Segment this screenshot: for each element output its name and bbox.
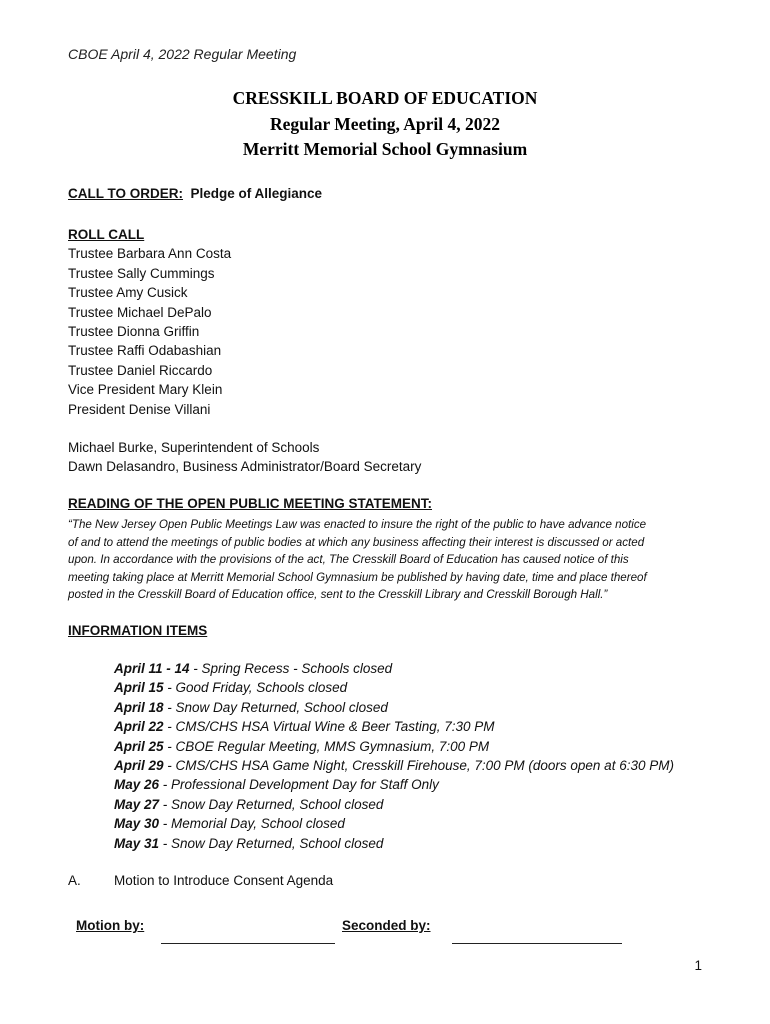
administrator: Dawn Delasandro, Business Administrator/Board Secretary — [68, 459, 422, 475]
title-line-1: CRESSKILL BOARD OF EDUCATION — [232, 88, 538, 108]
item-date: April 25 — [114, 738, 164, 754]
list-item — [114, 795, 674, 814]
item-date: May 27 — [114, 796, 160, 812]
list-item — [114, 698, 674, 717]
information-heading: INFORMATION ITEMS — [68, 623, 208, 638]
opma-line: posted in the Cresskill Board of Education office, sent to the Cresskill Library and Cresskill Borough Hall.” — [68, 588, 608, 602]
page-number: 1 — [694, 958, 702, 973]
roll-call-heading: ROLL CALL — [68, 227, 145, 242]
opma-line: of and to attend the meetings of public bodies at which any business affecting their interest is discussed or acted — [68, 535, 645, 549]
item-text: - Memorial Day, School closed — [159, 816, 345, 832]
item-text: - Professional Development Day for Staff Only — [159, 777, 439, 793]
roll-member: Trustee Barbara Ann Costa — [68, 246, 232, 262]
roll-member: Trustee Daniel Riccardo — [68, 362, 213, 378]
opma-line: “The New Jersey Open Public Meetings Law was enacted to insure the right of the public to have advance notice — [68, 518, 647, 531]
list-item — [114, 717, 674, 736]
item-date: May 26 — [114, 777, 160, 793]
item-date: April 11 - 14 — [114, 661, 190, 676]
opma-line: upon. In accordance with the provisions of the act, The Cresskill Board of Education has caused notice of this — [68, 553, 629, 567]
agenda-letter: A. — [68, 873, 81, 888]
item-date: April 15 — [114, 680, 164, 696]
list-item — [114, 775, 674, 794]
item-text: - Snow Day Returned, School closed — [159, 835, 384, 851]
item-date: April 18 — [114, 699, 164, 715]
item-text: - Snow Day Returned, School closed — [159, 796, 384, 812]
roll-member: Trustee Dionna Griffin — [68, 324, 200, 340]
call-to-order-label: CALL TO ORDER: — [68, 186, 184, 201]
seconded-by-label: Seconded by: — [342, 918, 431, 933]
list-item — [114, 659, 674, 678]
list-item — [114, 814, 674, 833]
title-line-3: Merritt Memorial School Gymnasium — [242, 139, 528, 159]
motion-signature-line — [161, 943, 335, 944]
roll-member: Trustee Sally Cummings — [68, 265, 215, 281]
item-date: April 22 — [114, 719, 164, 735]
agenda-item — [68, 873, 333, 888]
agenda-text: Motion to Introduce Consent Agenda — [114, 873, 334, 888]
list-item — [114, 756, 674, 775]
item-text: - CMS/CHS HSA Virtual Wine & Beer Tasting, 7:30 PM — [163, 719, 495, 735]
roll-call — [68, 225, 231, 419]
list-item — [114, 834, 674, 853]
item-text: - Spring Recess - Schools closed — [189, 661, 393, 676]
header-meta: CBOE April 4, 2022 Regular Meeting — [68, 46, 297, 62]
document-title — [0, 86, 770, 163]
administrators — [68, 438, 421, 477]
item-text: - CMS/CHS HSA Game Night, Cresskill Firehouse, 7:00 PM (doors open at 6:30 PM) — [163, 758, 674, 774]
list-item — [114, 678, 674, 697]
item-date: May 31 — [114, 835, 160, 851]
list-item — [114, 737, 674, 756]
item-text: - Snow Day Returned, School closed — [163, 699, 388, 715]
item-text: - CBOE Regular Meeting, MMS Gymnasium, 7:00 PM — [163, 738, 490, 754]
administrator: Michael Burke, Superintendent of Schools — [68, 440, 320, 455]
item-text: - Good Friday, Schools closed — [163, 680, 348, 696]
roll-member: Trustee Raffi Odabashian — [68, 343, 222, 359]
item-date: May 30 — [114, 816, 160, 832]
opma-heading: READING OF THE OPEN PUBLIC MEETING STATEMENT: — [68, 496, 433, 511]
call-to-order-text: Pledge of Allegiance — [190, 186, 323, 201]
opma-line: meeting taking place at Merritt Memorial School Gymnasium be published by having date, time and place thereof — [68, 570, 647, 584]
call-to-order — [68, 186, 322, 201]
roll-member: Trustee Amy Cusick — [68, 285, 188, 301]
title-line-2: Regular Meeting, April 4, 2022 — [269, 113, 501, 134]
opma-statement — [68, 516, 708, 604]
item-date: April 29 — [114, 758, 164, 774]
roll-member: President Denise Villani — [68, 401, 211, 417]
seconded-signature-line — [452, 943, 622, 944]
roll-member: Vice President Mary Klein — [68, 382, 223, 398]
information-list — [114, 659, 674, 853]
motion-by-label: Motion by: — [76, 918, 145, 933]
roll-member: Trustee Michael DePalo — [68, 304, 212, 320]
